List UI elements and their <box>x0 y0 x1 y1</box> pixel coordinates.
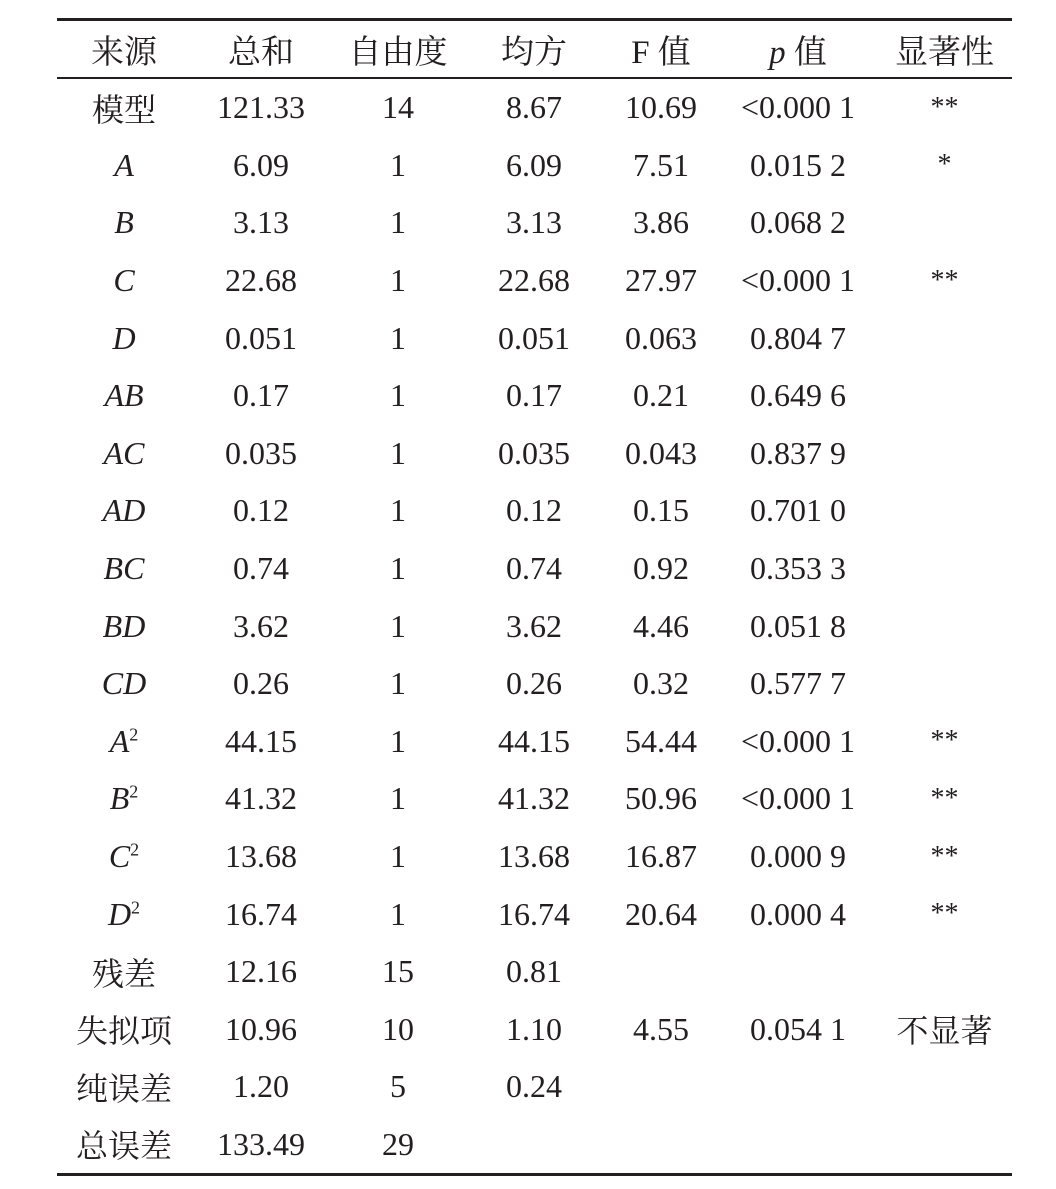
cell-source <box>57 78 191 137</box>
cell-sum: 44.15 <box>225 722 297 759</box>
cell-mean-square: 6.09 <box>506 146 562 183</box>
source-label: 残差 <box>91 955 156 992</box>
cell-df: 1 <box>390 204 406 241</box>
cell-mean-square: 0.12 <box>506 492 562 529</box>
table-row <box>57 1058 1012 1116</box>
cell-significance <box>877 1058 1012 1116</box>
cell-mean-square: 0.74 <box>506 550 562 587</box>
cell-df: 5 <box>390 1068 406 1105</box>
cell-sum: 133.49 <box>217 1125 305 1162</box>
cell-source <box>57 770 191 828</box>
cell-p-value: 0.577 7 <box>750 665 846 702</box>
cell-df: 1 <box>390 550 406 587</box>
cell-f-value: 4.55 <box>633 1010 689 1047</box>
source-superscript: 2 <box>130 839 140 860</box>
cell-source <box>57 367 191 425</box>
cell-significance <box>877 597 1012 655</box>
cell-significance <box>877 482 1012 540</box>
source-label: C <box>113 262 135 299</box>
table-row <box>57 713 1012 771</box>
cell-p-value: 0.804 7 <box>750 319 846 356</box>
cell-p-value: <0.000 1 <box>740 780 856 817</box>
cell-f-value: 16.87 <box>625 838 697 875</box>
cell-sum: 0.051 <box>225 319 297 356</box>
table-row <box>57 885 1012 943</box>
source-label: AC <box>103 434 145 471</box>
cell-df: 1 <box>390 492 406 529</box>
cell-df: 1 <box>390 377 406 414</box>
table-row <box>57 194 1012 252</box>
cell-sum: 1.20 <box>233 1068 289 1105</box>
cell-significance <box>877 309 1012 367</box>
cell-mean-square: 16.74 <box>498 895 570 932</box>
cell-f-value: 50.96 <box>625 780 697 817</box>
cell-f-value: 3.86 <box>633 204 689 241</box>
cell-sum: 0.17 <box>233 377 289 414</box>
cell-df: 1 <box>390 895 406 932</box>
source-superscript: 2 <box>129 781 139 802</box>
source-label: A <box>114 146 134 183</box>
cell-p-value: <0.000 1 <box>740 262 856 299</box>
table-header <box>57 20 1012 79</box>
cell-f-value: 4.46 <box>633 607 689 644</box>
cell-mean-square: 44.15 <box>498 722 570 759</box>
cell-significance: * <box>937 149 952 181</box>
source-label: 模型 <box>91 91 156 128</box>
cell-df: 1 <box>390 319 406 356</box>
cell-p-value: <0.000 1 <box>740 722 856 759</box>
source-label: CD <box>101 665 147 702</box>
cell-mean-square: 0.035 <box>498 434 570 471</box>
cell-sum: 0.12 <box>233 492 289 529</box>
cell-p-value: 0.054 1 <box>750 1010 846 1047</box>
cell-source <box>57 540 191 598</box>
cell-df: 15 <box>382 953 414 990</box>
cell-f-value: 27.97 <box>625 262 697 299</box>
cell-significance <box>877 425 1012 483</box>
cell-source <box>57 1116 191 1175</box>
cell-source <box>57 309 191 367</box>
cell-df: 1 <box>390 262 406 299</box>
cell-df: 1 <box>390 665 406 702</box>
cell-f-value: 20.64 <box>625 895 697 932</box>
cell-f-value <box>603 1116 719 1175</box>
cell-mean-square: 0.24 <box>506 1068 562 1105</box>
table-row <box>57 137 1012 195</box>
cell-source <box>57 194 191 252</box>
cell-mean-square: 13.68 <box>498 838 570 875</box>
table-row <box>57 943 1012 1001</box>
cell-significance <box>877 540 1012 598</box>
cell-significance: 不显著 <box>896 1013 993 1050</box>
cell-df: 1 <box>390 434 406 471</box>
cell-significance <box>877 367 1012 425</box>
cell-source <box>57 137 191 195</box>
cell-sum: 13.68 <box>225 838 297 875</box>
cell-mean-square: 22.68 <box>498 262 570 299</box>
cell-sum: 0.26 <box>233 665 289 702</box>
cell-f-value: 0.92 <box>633 550 689 587</box>
cell-significance: ** <box>930 840 959 872</box>
cell-source <box>57 885 191 943</box>
table-row <box>57 540 1012 598</box>
cell-p-value: 0.000 9 <box>750 838 846 875</box>
cell-sum: 6.09 <box>233 146 289 183</box>
cell-source <box>57 482 191 540</box>
cell-p-value: <0.000 1 <box>740 89 856 126</box>
cell-p-value <box>719 1058 877 1116</box>
cell-p-value: 0.353 3 <box>750 550 846 587</box>
cell-f-value: 54.44 <box>625 722 697 759</box>
cell-significance: ** <box>930 91 959 123</box>
header-significance: 显著性 <box>895 34 994 71</box>
cell-mean-square: 3.62 <box>506 607 562 644</box>
cell-significance <box>877 194 1012 252</box>
cell-f-value <box>603 1058 719 1116</box>
source-label: 总误差 <box>75 1128 172 1165</box>
cell-sum: 0.035 <box>225 434 297 471</box>
cell-mean-square: 0.17 <box>506 377 562 414</box>
cell-df: 1 <box>390 780 406 817</box>
cell-mean-square: 0.051 <box>498 319 570 356</box>
source-label: BC <box>103 550 145 587</box>
source-label: B <box>109 780 130 817</box>
source-label: AD <box>102 492 146 529</box>
cell-source <box>57 713 191 771</box>
cell-p-value: 0.837 9 <box>750 434 846 471</box>
cell-significance <box>877 1116 1012 1175</box>
table-row <box>57 78 1012 137</box>
source-label: A <box>109 722 130 759</box>
cell-source <box>57 252 191 310</box>
table-body <box>57 78 1012 1175</box>
cell-f-value: 0.32 <box>633 665 689 702</box>
cell-df: 10 <box>382 1010 414 1047</box>
table-row <box>57 425 1012 483</box>
cell-mean-square: 3.13 <box>506 204 562 241</box>
source-label: C <box>108 838 131 875</box>
cell-significance: ** <box>930 898 959 930</box>
cell-sum: 22.68 <box>225 262 297 299</box>
header-row <box>57 20 1012 79</box>
source-superscript: 2 <box>129 724 139 745</box>
cell-source <box>57 1001 191 1059</box>
cell-significance: ** <box>930 264 959 296</box>
cell-df: 29 <box>382 1125 414 1162</box>
cell-mean-square: 1.10 <box>506 1010 562 1047</box>
cell-source <box>57 655 191 713</box>
table-row <box>57 309 1012 367</box>
header-p-label: 值 <box>793 34 827 71</box>
source-label: B <box>114 204 134 241</box>
table-row <box>57 597 1012 655</box>
table-row <box>57 770 1012 828</box>
cell-mean-square <box>465 1116 603 1175</box>
anova-table <box>57 18 1012 1176</box>
cell-sum: 3.13 <box>233 204 289 241</box>
table-row <box>57 655 1012 713</box>
header-f-value: F 值 <box>631 34 691 71</box>
header-df: 自由度 <box>348 34 448 71</box>
cell-significance: ** <box>930 782 959 814</box>
cell-df: 1 <box>390 722 406 759</box>
cell-significance: ** <box>930 725 959 757</box>
header-source: 来源 <box>91 34 157 71</box>
anova-table-container <box>57 18 1012 1176</box>
table-row <box>57 1116 1012 1175</box>
cell-f-value: 0.15 <box>633 492 689 529</box>
cell-p-value <box>719 943 877 1001</box>
cell-source <box>57 943 191 1001</box>
cell-df: 1 <box>390 146 406 183</box>
header-mean-square: 均方 <box>501 34 567 71</box>
cell-f-value <box>603 943 719 1001</box>
cell-sum: 16.74 <box>225 895 297 932</box>
table-row <box>57 1001 1012 1059</box>
cell-mean-square: 0.26 <box>506 665 562 702</box>
cell-df: 1 <box>390 838 406 875</box>
cell-sum: 3.62 <box>233 607 289 644</box>
source-label: D <box>112 319 136 356</box>
cell-sum: 0.74 <box>233 550 289 587</box>
cell-source <box>57 828 191 886</box>
cell-f-value: 10.69 <box>625 89 697 126</box>
cell-p-value: 0.000 4 <box>750 895 846 932</box>
cell-f-value: 0.21 <box>633 377 689 414</box>
cell-source <box>57 1058 191 1116</box>
cell-p-value <box>719 1116 877 1175</box>
source-label: BD <box>102 607 146 644</box>
cell-sum: 12.16 <box>225 953 297 990</box>
source-label: 失拟项 <box>75 1013 172 1050</box>
cell-significance <box>877 943 1012 1001</box>
table-row <box>57 367 1012 425</box>
cell-p-value: 0.701 0 <box>750 492 846 529</box>
cell-source <box>57 597 191 655</box>
cell-mean-square: 0.81 <box>506 953 562 990</box>
cell-sum: 121.33 <box>217 89 305 126</box>
source-label: 纯误差 <box>75 1070 172 1107</box>
cell-source <box>57 425 191 483</box>
cell-p-value: 0.649 6 <box>750 377 846 414</box>
cell-df: 14 <box>382 89 414 126</box>
cell-f-value: 7.51 <box>633 146 689 183</box>
table-row <box>57 828 1012 886</box>
cell-sum: 41.32 <box>225 780 297 817</box>
header-p-value <box>719 20 877 79</box>
cell-p-value: 0.068 2 <box>750 204 846 241</box>
cell-mean-square: 8.67 <box>506 89 562 126</box>
source-superscript: 2 <box>131 896 141 917</box>
cell-f-value: 0.063 <box>625 319 697 356</box>
cell-significance <box>877 655 1012 713</box>
cell-p-value: 0.015 2 <box>750 146 846 183</box>
table-row <box>57 482 1012 540</box>
source-label: D <box>107 895 132 932</box>
cell-f-value: 0.043 <box>625 434 697 471</box>
cell-df: 1 <box>390 607 406 644</box>
cell-p-value: 0.051 8 <box>750 607 846 644</box>
header-p-symbol: p <box>769 34 786 71</box>
table-row <box>57 252 1012 310</box>
header-sum: 总和 <box>228 34 294 71</box>
cell-sum: 10.96 <box>225 1010 297 1047</box>
cell-mean-square: 41.32 <box>498 780 570 817</box>
source-label: AB <box>104 377 144 414</box>
